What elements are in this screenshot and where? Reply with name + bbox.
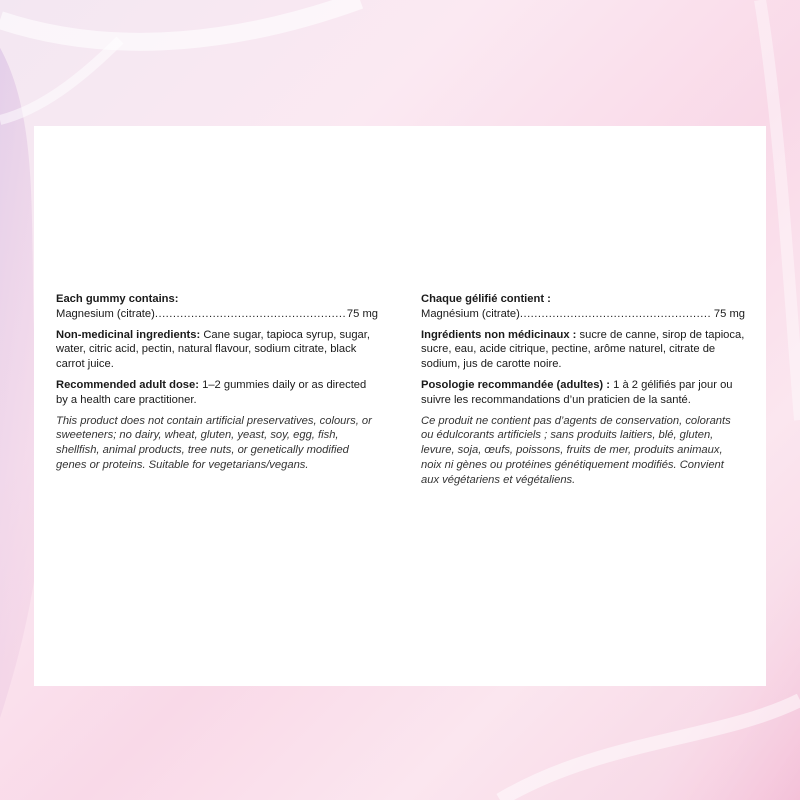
recommended-dose — [56, 378, 378, 408]
ingredient-row-fr — [421, 307, 745, 322]
non-medicinal-text-fr: sucre de canne, sirop de tapioca, sucre, eau, acide citrique, pectine, arôme naturel, citrate de sodium, jus de carotte noire. — [421, 328, 745, 371]
ingredient-amount-fr: 75 mg — [713, 307, 745, 320]
dose-label-fr: Posologie recommandée (adultes) : — [421, 378, 610, 391]
dot-leader — [155, 307, 345, 322]
recommended-dose-fr — [421, 378, 745, 408]
non-medicinal-ingredients — [56, 328, 378, 372]
non-medicinal-ingredients-fr — [421, 328, 745, 372]
ingredient-row — [56, 307, 378, 322]
contains-heading-fr: Chaque gélifié contient : — [421, 293, 551, 305]
english-column — [56, 292, 378, 473]
allergen-note-fr: Ce produit ne contient pas d’agents de conservation, colorants ou édulcorants artificiels ; sans produits laitiers, blé, gluten, levure, soja, œufs, poissons, fruits de mer, produits animaux, noix ni gènes ou protéines génétiquement modifiés. Convient aux végétariens et végétaliens. — [421, 414, 731, 486]
label-panel — [34, 126, 766, 686]
dose-text-fr: 1 à 2 gélifiés par jour ou suivre les recommandations d’un praticien de la santé. — [421, 378, 733, 406]
ingredient-name-fr: Magnésium (citrate) — [421, 307, 520, 320]
allergen-note: This product does not contain artificial preservatives, colours, or sweeteners; no dairy, wheat, gluten, yeast, soy, egg, fish, shellfish, animal products, tree nuts, or genetically modified genes or proteins. Suitable for vegetarians/vegans. — [56, 414, 372, 471]
non-medicinal-label: Non-medicinal ingredients: — [56, 328, 201, 341]
dot-leader-fr — [520, 307, 712, 322]
ingredient-name: Magnesium (citrate) — [56, 307, 155, 320]
non-medicinal-label-fr: Ingrédients non médicinaux : — [421, 328, 577, 341]
dose-label: Recommended adult dose: — [56, 378, 199, 391]
contains-heading: Each gummy contains: — [56, 293, 179, 305]
non-medicinal-text: Cane sugar, tapioca syrup, sugar, water, citric acid, pectin, natural flavour, sodium citrate, black carrot juice. — [56, 328, 370, 371]
ingredient-amount: 75 mg — [346, 307, 378, 320]
dose-text: 1–2 gummies daily or as directed by a health care practitioner. — [56, 378, 367, 406]
french-column — [421, 292, 745, 488]
